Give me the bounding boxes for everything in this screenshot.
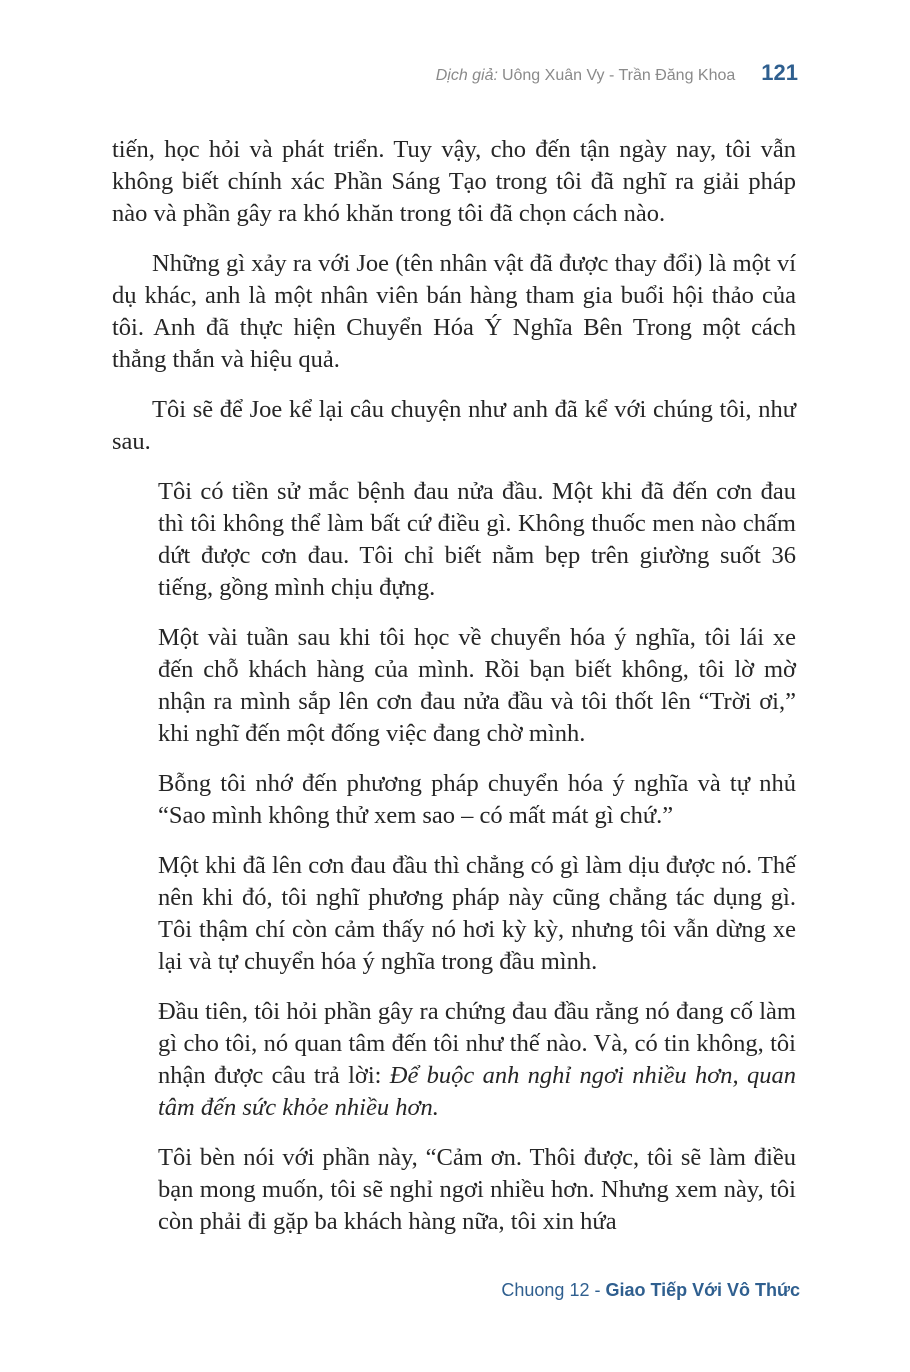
translator-names: Uông Xuân Vy - Trần Đăng Khoa [501, 67, 736, 84]
chapter-title: Giao Tiếp Với Vô Thức [605, 1280, 800, 1300]
translator-label: Dịch giả: [435, 67, 498, 84]
block-quote-paragraph: Một vài tuần sau khi tôi học về chuyển hóa ý nghĩa, tôi lái xe đến chỗ khách hàng của mình. Rồi bạn biết không, tôi lờ mờ nhận ra mình sắp lên cơn đau nửa đầu và tôi thốt lên “Trời ơi,” khi nghĩ đến một đống việc đang chờ mình. [158, 624, 796, 747]
block-quote-paragraph: Tôi bèn nói với phần này, “Cảm ơn. Thôi được, tôi sẽ làm điều bạn mong muốn, tôi sẽ nghỉ ngơi nhiều hơn. Nhưng xem này, tôi còn phải đi gặp ba khách hàng nữa, tôi xin hứa [158, 1144, 796, 1235]
paragraph: Tôi sẽ để Joe kể lại câu chuyện như anh đã kể với chúng tôi, như sau. [112, 396, 796, 455]
quote-italic-answer: Để buộc anh nghỉ ngơi nhiều hơn, quan tâm đến sức khỏe nhiều hơn. [158, 1062, 796, 1121]
chapter-label: Chuong 12 - [501, 1280, 606, 1300]
running-header [436, 60, 798, 90]
quote-text: Đầu tiên, tôi hỏi phần gây ra chứng đau đầu rằng nó đang cố làm gì cho tôi, nó quan tâm đến tôi như thế nào. Và, có tin không, tôi nhận được câu trả lời: [158, 998, 796, 1089]
block-quote-paragraph [158, 996, 796, 1124]
page-number: 121 [761, 60, 798, 85]
block-quote-paragraph: Tôi có tiền sử mắc bệnh đau nửa đầu. Một khi đã đến cơn đau thì tôi không thể làm bất cứ điều gì. Không thuốc men nào chấm dứt được cơn đau. Tôi chỉ biết nằm bẹp trên giường suốt 36 tiếng, gồng mình chịu đựng. [158, 478, 796, 601]
running-footer [501, 1280, 800, 1301]
paragraph: Những gì xảy ra với Joe (tên nhân vật đã được thay đổi) là một ví dụ khác, anh là một nhân viên bán hàng tham gia buổi hội thảo của tôi. Anh đã thực hiện Chuyển Hóa Ý Nghĩa Bên Trong một cách thẳng thắn và hiệu quả. [112, 250, 796, 373]
block-quote-paragraph: Một khi đã lên cơn đau đầu thì chẳng có gì làm dịu được nó. Thế nên khi đó, tôi nghĩ phương pháp này cũng chẳng tác dụng gì. Tôi thậm chí còn cảm thấy nó hơi kỳ kỳ, nhưng tôi vẫn dừng xe lại và tự chuyển hóa ý nghĩa trong đầu mình. [158, 852, 796, 975]
block-quote-paragraph: Bỗng tôi nhớ đến phương pháp chuyển hóa ý nghĩa và tự nhủ “Sao mình không thử xem sao – có mất mát gì chứ.” [158, 770, 796, 829]
paragraph: tiến, học hỏi và phát triển. Tuy vậy, cho đến tận ngày nay, tôi vẫn không biết chính xác Phần Sáng Tạo trong tôi đã nghĩ ra giải pháp nào và phần gây ra khó khăn trong tôi đã chọn cách nào. [112, 136, 796, 227]
page-body [112, 134, 796, 1256]
